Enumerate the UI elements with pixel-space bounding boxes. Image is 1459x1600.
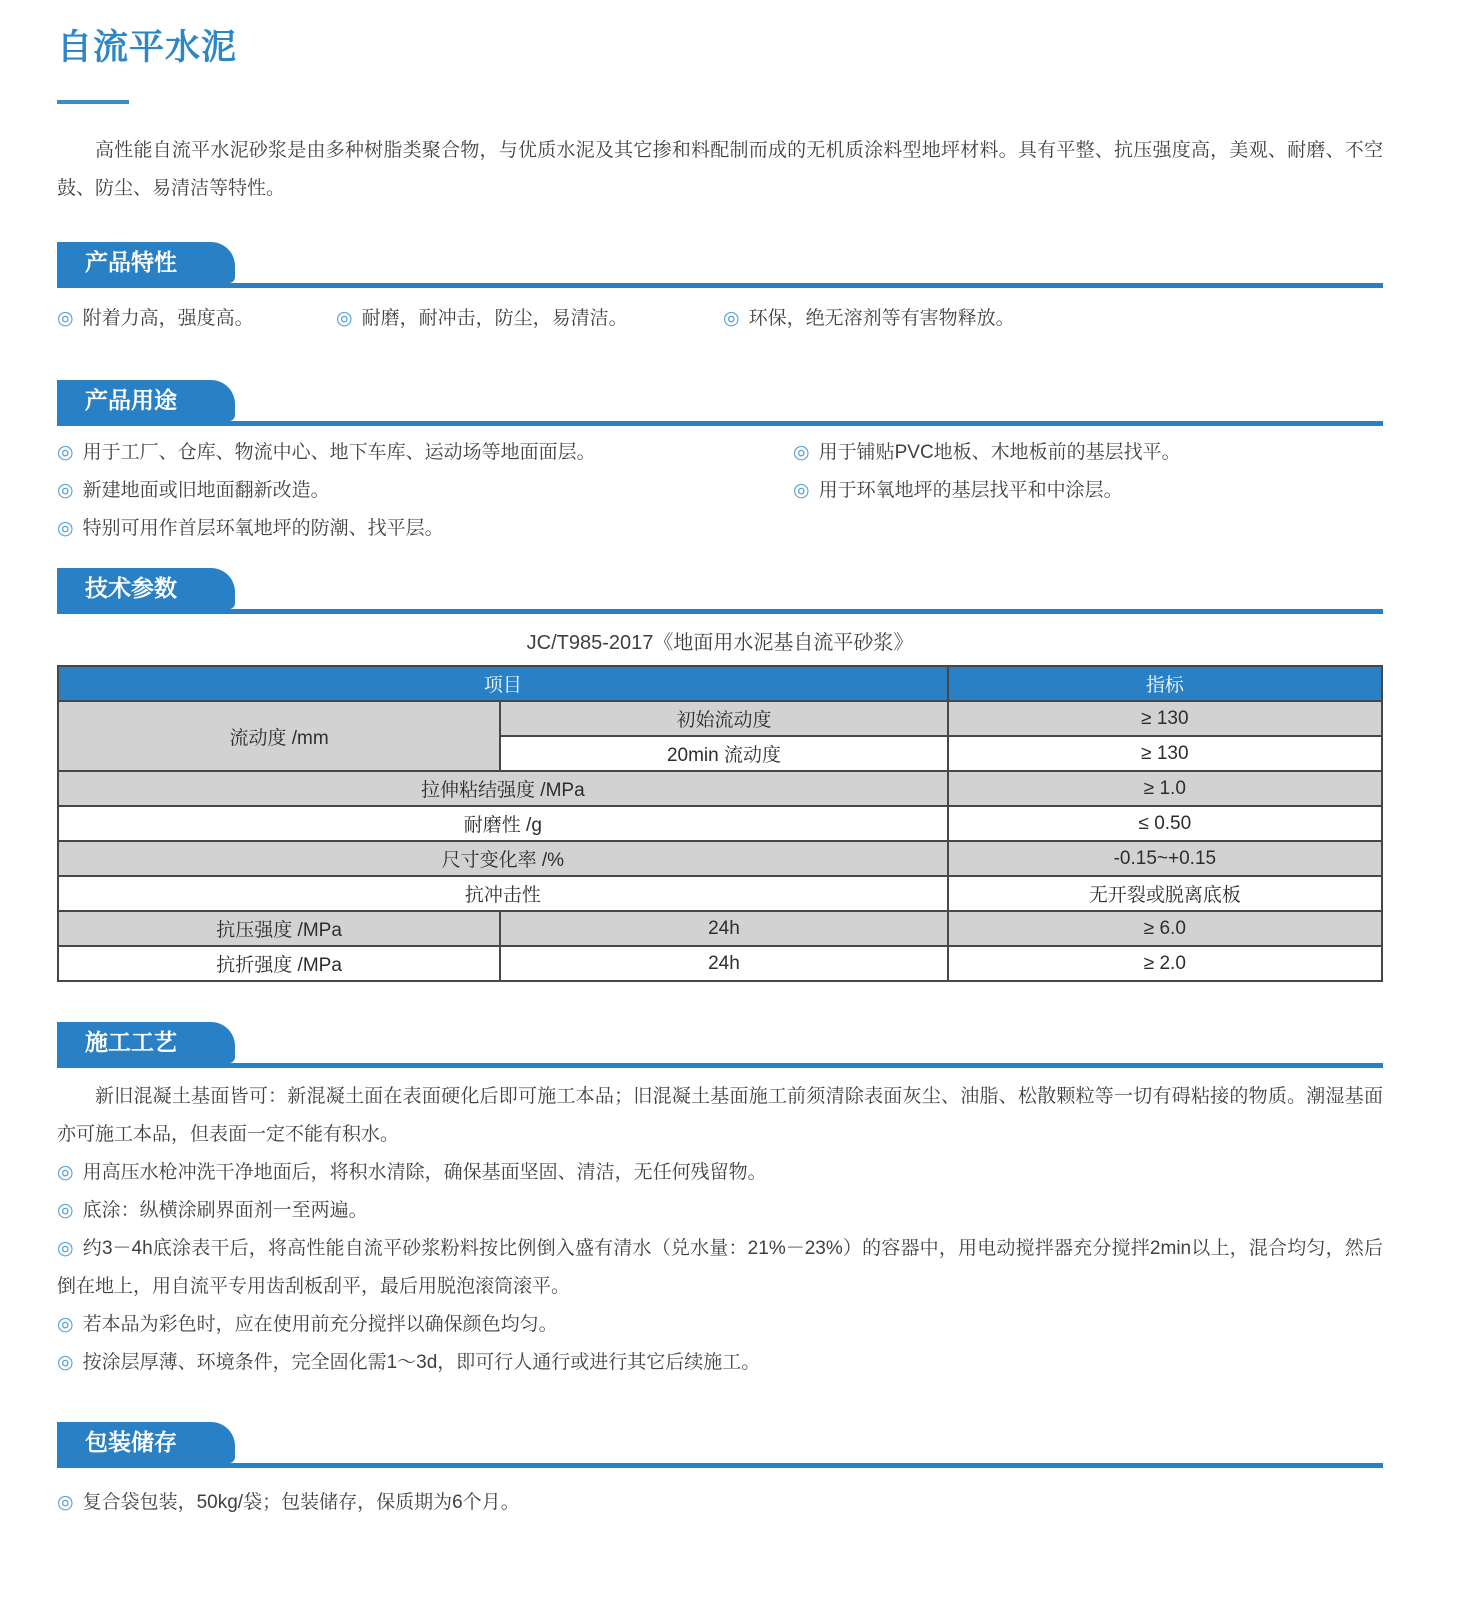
intro-paragraph: 高性能自流平水泥砂浆是由多种树脂类聚合物，与优质水泥及其它掺和料配制而成的无机质涂料型地坪材料。具有平整、抗压强度高，美观、耐磨、不空鼓、防尘、易清洁等特性。	[57, 140, 1383, 199]
section-specs	[57, 568, 1383, 982]
double-circle-bullet-icon: ◎	[57, 1492, 74, 1513]
uses-left-column	[57, 434, 793, 548]
section-rule	[57, 609, 1383, 614]
list-item	[57, 510, 793, 548]
spec-cell: 抗冲击性	[58, 876, 948, 911]
table-row	[58, 701, 1382, 736]
content-area	[57, 0, 1383, 1522]
list-item	[57, 1154, 1383, 1192]
list-item	[57, 1344, 1383, 1382]
spec-cell: 耐磨性 /g	[58, 806, 948, 841]
process-step-text: 底涂：纵横涂刷界面剂一至两遍。	[82, 1200, 368, 1221]
use-text: 新建地面或旧地面翻新改造。	[82, 480, 330, 501]
list-item	[336, 300, 723, 338]
spec-value: ≥ 130	[948, 736, 1382, 771]
feature-text: 耐磨，耐冲击，防尘，易清洁。	[361, 308, 628, 329]
spec-cell: 24h	[500, 946, 948, 981]
list-item	[57, 300, 336, 338]
section-tab-specs: 技术参数	[57, 568, 235, 609]
table-header-row	[58, 666, 1382, 701]
list-item	[57, 1230, 1383, 1306]
title-underline	[57, 100, 129, 104]
section-rule	[57, 283, 1383, 288]
section-rule	[57, 421, 1383, 426]
spec-table	[57, 665, 1383, 982]
table-row	[58, 946, 1382, 981]
process-step-text: 按涂层厚薄、环境条件，完全固化需1～3d，即可行人通行或进行其它后续施工。	[82, 1352, 761, 1373]
spec-value: ≥ 130	[948, 701, 1382, 736]
process-step-text: 若本品为彩色时，应在使用前充分搅拌以确保颜色均匀。	[82, 1314, 558, 1335]
double-circle-bullet-icon: ◎	[793, 442, 810, 463]
use-text: 用于铺贴PVC地板、木地板前的基层找平。	[818, 442, 1181, 463]
spec-cell: 抗折强度 /MPa	[58, 946, 500, 981]
spec-cell: 24h	[500, 911, 948, 946]
feature-text: 附着力高，强度高。	[82, 308, 254, 329]
table-row	[58, 841, 1382, 876]
use-text: 用于环氧地坪的基层找平和中涂层。	[818, 480, 1123, 501]
list-item	[57, 1484, 1383, 1522]
spec-cell: 尺寸变化率 /%	[58, 841, 948, 876]
process-step-text: 用高压水枪冲洗干净地面后，将积水清除，确保基面坚固、清洁，无任何残留物。	[82, 1162, 767, 1183]
section-process	[57, 1022, 1383, 1382]
list-item	[723, 300, 1015, 338]
list-item	[57, 434, 793, 472]
section-header	[57, 242, 1383, 288]
spec-cell: 流动度 /mm	[58, 701, 500, 771]
features-list	[57, 300, 1383, 338]
spec-value: -0.15~+0.15	[948, 841, 1382, 876]
spec-cell: 初始流动度	[500, 701, 948, 736]
section-tab-features: 产品特性	[57, 242, 235, 283]
section-rule	[57, 1063, 1383, 1068]
double-circle-bullet-icon: ◎	[57, 1238, 74, 1259]
section-tab-packaging: 包装储存	[57, 1422, 235, 1463]
spec-cell: 抗压强度 /MPa	[58, 911, 500, 946]
table-row	[58, 911, 1382, 946]
section-features	[57, 242, 1383, 338]
column-header-item: 项目	[58, 666, 948, 701]
use-text: 用于工厂、仓库、物流中心、地下车库、运动场等地面面层。	[82, 442, 596, 463]
section-header	[57, 380, 1383, 426]
double-circle-bullet-icon: ◎	[336, 308, 353, 329]
feature-text: 环保，绝无溶剂等有害物释放。	[748, 308, 1015, 329]
page-title: 自流平水泥	[57, 28, 238, 67]
double-circle-bullet-icon: ◎	[57, 1352, 74, 1373]
spec-standard-caption: JC/T985-2017《地面用水泥基自流平砂浆》	[526, 632, 914, 654]
section-packaging	[57, 1422, 1383, 1522]
spec-cell: 20min 流动度	[500, 736, 948, 771]
list-item	[793, 434, 1383, 472]
section-uses	[57, 380, 1383, 548]
section-tab-process: 施工工艺	[57, 1022, 235, 1063]
uses-list	[57, 434, 1383, 548]
double-circle-bullet-icon: ◎	[57, 308, 74, 329]
spec-cell: 拉伸粘结强度 /MPa	[58, 771, 948, 806]
spec-value: ≤ 0.50	[948, 806, 1382, 841]
table-row	[58, 771, 1382, 806]
section-header	[57, 1422, 1383, 1468]
uses-right-column	[793, 434, 1383, 548]
spec-value: ≥ 6.0	[948, 911, 1382, 946]
double-circle-bullet-icon: ◎	[57, 1200, 74, 1221]
section-tab-uses: 产品用途	[57, 380, 235, 421]
section-rule	[57, 1463, 1383, 1468]
spec-value: 无开裂或脱离底板	[948, 876, 1382, 911]
process-intro: 新旧混凝土基面皆可：新混凝土面在表面硬化后即可施工本品；旧混凝土基面施工前须清除表面灰尘、油脂、松散颗粒等一切有碍粘接的物质。潮湿基面亦可施工本品，但表面一定不能有积水。	[57, 1086, 1383, 1145]
spec-value: ≥ 1.0	[948, 771, 1382, 806]
process-list	[57, 1154, 1383, 1382]
spec-value: ≥ 2.0	[948, 946, 1382, 981]
list-item	[57, 472, 793, 510]
process-step-text: 约3－4h底涂表干后，将高性能自流平砂浆粉料按比例倒入盛有清水（兑水量：21%－23%）的容器中，用电动搅拌器充分搅拌2min以上，混合均匀，然后倒在地上，用自流平专用齿刮板刮平，最后用脱泡滚筒滚平。	[57, 1238, 1383, 1297]
double-circle-bullet-icon: ◎	[793, 480, 810, 501]
column-header-index: 指标	[948, 666, 1382, 701]
list-item	[793, 472, 1383, 510]
table-row	[58, 876, 1382, 911]
section-header	[57, 568, 1383, 614]
table-row	[58, 806, 1382, 841]
section-header	[57, 1022, 1383, 1068]
double-circle-bullet-icon: ◎	[57, 1314, 74, 1335]
double-circle-bullet-icon: ◎	[57, 442, 74, 463]
double-circle-bullet-icon: ◎	[723, 308, 740, 329]
list-item	[57, 1192, 1383, 1230]
use-text: 特别可用作首层环氧地坪的防潮、找平层。	[82, 518, 444, 539]
packaging-text: 复合袋包装，50kg/袋；包装储存，保质期为6个月。	[82, 1492, 520, 1513]
packaging-list	[57, 1484, 1383, 1522]
double-circle-bullet-icon: ◎	[57, 480, 74, 501]
list-item	[57, 1306, 1383, 1344]
double-circle-bullet-icon: ◎	[57, 518, 74, 539]
double-circle-bullet-icon: ◎	[57, 1162, 74, 1183]
